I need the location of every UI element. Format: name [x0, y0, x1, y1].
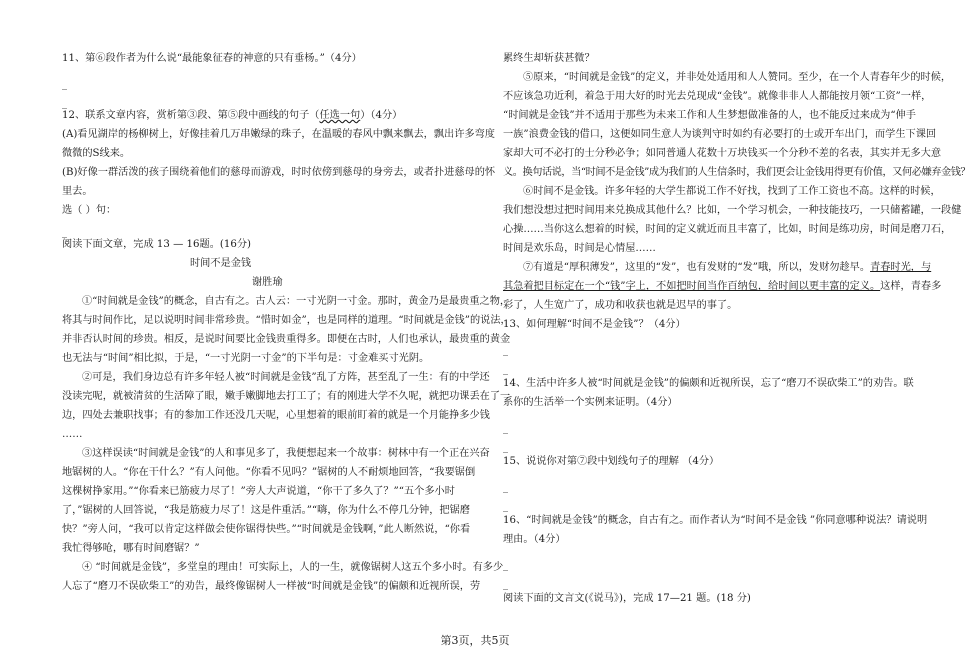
- paragraph-line: 了，”锯树的人回答说，“我是筋疲力尽了！这是件重活。”“嗨，你为什么不停几分钟，把锯磨: [62, 505, 470, 516]
- question-13: 13、如何理解“时间不是金钱”？（4分）: [503, 319, 686, 330]
- answer-line: _: [503, 560, 508, 571]
- paragraph-line: (B)好像一群活泼的孩子围绕着他们的慈母而游戏，时时依傍到慈母的身旁去，或者扑进慈母的怀: [62, 167, 496, 178]
- paragraph-line: 地锯树的人。“你在干什么？”有人问他。“你看不见吗？”锯树的人不耐烦地回答，“我要锯倒: [62, 467, 476, 478]
- answer-line: _: [503, 482, 508, 493]
- answer-line: _: [503, 345, 508, 356]
- paragraph-line: 没读完呢，就被清贫的生活障了眼，嫩手嫩脚地去打工了；有的刚进大学不久呢，就把功课丢在了一: [62, 391, 511, 402]
- answer-line: _: [62, 227, 67, 238]
- paragraph-line: ③这样误读“时间就是金钱”的人和事见多了，我便想起来一个故事：树林中有一个正在兴奋: [82, 448, 490, 459]
- paragraph-line: 一族”浪费金钱的借口，这便如同生意人为谈判守时如约有必要打的士或开车出门，而学生下课回: [503, 129, 937, 140]
- paragraph-line: 这棵树挣家用。”“你看来已筋疲力尽了！”旁人大声说道，“你干了多久了？”“五个多小时: [62, 486, 455, 497]
- question-15: 15、说说你对第⑦段中划线句子的理解 （4分）: [503, 456, 720, 467]
- essay-title: 时间不是金钱: [190, 258, 252, 269]
- select-prompt: 选（ ）句：: [62, 205, 117, 216]
- paragraph-line: ①“时间就是金钱”的概念，自古有之。古人云：一寸光阴一寸金。那时，黄金乃是最贵重之物，: [82, 296, 511, 307]
- paragraph-line: 微微的S线来。: [62, 148, 131, 159]
- paragraph-line: ⑥时间不是金钱。许多年轻的大学生都说工作不好找，找到了工作工资也不高。这样的时候，: [523, 186, 941, 197]
- paragraph-line: 家却大可不必打的士分秒必争；如同普通人花数十万块钱买一个分秒不差的名表，其实并无多大意: [503, 148, 942, 159]
- paragraph-line: 我们想没想过把时间用来兑换成其他什么？比如，一个学习机会，一种技能技巧，一只储蓄罐，一段健: [503, 205, 962, 216]
- paragraph-line: 并非否认时间的珍贵。相反，是说时间要比金钱贵重得多。即便在古时，人们也承认，最贵重的黄金: [62, 334, 511, 345]
- paragraph-line: ⑦有道是“厚积薄发”，这里的“发”，也有发财的“发”哦，所以，发财勿趁早。青春时光，与: [523, 262, 932, 273]
- paragraph-line: 也无法与“时间”相比拟，于是，“一寸光阴一寸金”的下半句是：寸金难买寸光阴。: [62, 353, 430, 364]
- paragraph-line: 其急着把目标定在一个“钱”字上，不如把时间当作百纳包，给时间以更丰富的定义。这样，青春多: [503, 281, 942, 292]
- question-14: 14、生活中许多人被“时间就是金钱”的偏颇和近视所误，忘了“磨刀不误砍柴工”的劝告。联: [503, 378, 914, 389]
- paragraph-line: 边，四处去兼职找事；有的参加工作还没几天呢，心里想着的眼前盯着的就是一个月能挣多少钱: [62, 410, 490, 421]
- reading-instruction: 阅读下面的文言文(《说马》)，完成 17—21 题。(18 分): [503, 593, 751, 604]
- right-column: [503, 0, 970, 628]
- underlined-sentence: 青春时光，与: [870, 262, 932, 273]
- paragraph-line: 义。换句话说，当“时间不是金钱”成为我们的人生信条时，我们更会让金钱用得更有价值，又何必嫌弃金钱？: [503, 167, 970, 178]
- page-number: 第3页，共5页: [440, 634, 510, 647]
- paragraph-line: ……: [62, 429, 83, 440]
- question-16-cont: 理由。（4分）: [503, 534, 566, 545]
- paragraph-line: 时间是欢乐岛，时间是心情屋……: [503, 243, 656, 254]
- paragraph-line: (A)看见湖岸的杨柳树上，好像挂着几万串嫩绿的珠子，在温暖的春风中飘来飘去，飘出许多弯度: [62, 129, 495, 140]
- paragraph-line: 人忘了“磨刀不误砍柴工”的劝告，最终像锯树人一样被“时间就是金钱”的偏颇和近视所误，劳: [62, 581, 481, 592]
- paragraph-line: 彩了，人生宽广了，成功和收获也就是迟早的事了。: [503, 300, 738, 311]
- paragraph-line: “时间就是金钱”并不适用于那些为未来工作和人生梦想做准备的人，也不能反过来成为“伸手: [503, 110, 916, 121]
- paragraph-line: 快？”旁人问，“我可以肯定这样做会使你锯得快些。”“时间就是金钱啊，”此人断然说，“你看: [62, 524, 471, 535]
- left-column: [62, 0, 511, 628]
- underlined-sentence: 其急着把目标定在一个“钱”字上，不如把时间当作百纳包，给时间以更丰富的定义。: [503, 281, 881, 292]
- paragraph-line: 不应该急功近利，着急于用大好的时光去兑现成“金钱”。就像非非人人都能按月领“工资”一样，: [503, 91, 932, 102]
- paragraph-line: ②可是，我们身边总有许多年轻人被“时间就是金钱”乱了方阵，甚至乱了一生：有的中学还: [82, 372, 490, 383]
- paragraph-line: ⑤原来，“时间就是金钱”的定义，并非处处适用和人人赞同。至少，在一个人青春年少的时候，: [523, 72, 952, 83]
- paragraph-line: 将其与时间作比，足以说明时间非常珍贵。“惜时如金”，也是同样的道理。“时间就是金钱”的说法，: [62, 315, 511, 326]
- question-14-cont: 系你的生活举一个实例来证明。（4分）: [503, 397, 678, 408]
- answer-line: _: [503, 364, 508, 375]
- question-16: 16、“时间就是金钱”的概念，自古有之。而作者认为“时间不是金钱 ”你同意哪种说法？请说明: [503, 515, 928, 526]
- answer-line: _: [503, 579, 508, 590]
- answer-line: _: [62, 98, 67, 109]
- question-11: 11、第⑥段作者为什么说“最能象征春的神意的只有垂杨。”（4分）: [62, 53, 362, 64]
- paragraph-line: 我忙得够呛，哪有时间磨锯？”: [62, 543, 200, 554]
- emphasized-text: 任选一句: [319, 110, 361, 121]
- essay-author: 谢胜瑜: [252, 277, 283, 288]
- answer-line: _: [503, 423, 508, 434]
- answer-line: _: [503, 501, 508, 512]
- paragraph-line: ④ “时间就是金钱”，多堂皇的理由！可实际上，人的一生，就像锯树人这五个多小时。有多少: [82, 562, 504, 573]
- paragraph-line: 里去。: [62, 186, 93, 197]
- answer-line: _: [503, 442, 508, 453]
- answer-line: _: [62, 79, 67, 90]
- paragraph-line: 累终生却斩获甚微？: [503, 53, 595, 64]
- paragraph-line: 心操……当你这么想着的时候，时间的定义就近而且丰富了，比如，时间是练功房，时间是磨刀石，: [503, 224, 952, 235]
- reading-instruction: 阅读下面文章，完成 13 — 16题。(16分): [62, 239, 251, 250]
- question-12: 12、联系文章内容，赏析第③段、第⑤段中画线的句子（任选一句）（4分）: [62, 110, 403, 121]
